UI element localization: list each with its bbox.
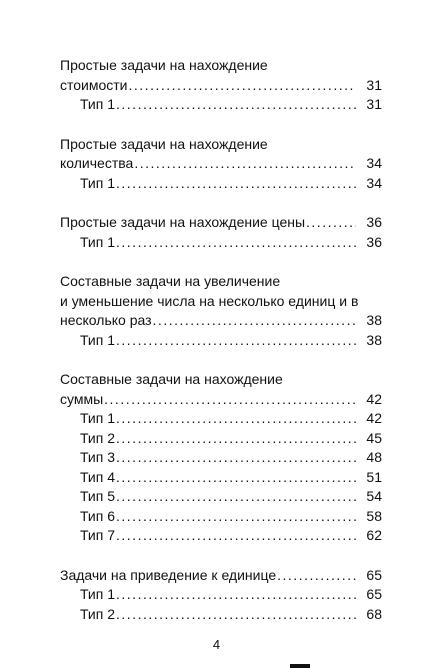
dot-leader: [104, 390, 356, 410]
subentry-page: 68: [366, 605, 382, 622]
dot-leader: [116, 409, 356, 429]
page-edge-mark: [290, 664, 310, 668]
dot-leader: [116, 233, 356, 253]
toc-subentry: [60, 95, 382, 115]
subentry-label: Тип 3: [80, 449, 116, 465]
section-heading-line: Составные задачи на увеличение: [60, 273, 281, 289]
subentry-page: 45: [366, 429, 382, 446]
subentry-page: 58: [366, 507, 382, 524]
subentry-page: 48: [366, 449, 382, 465]
toc-subentry: [60, 468, 382, 488]
subentry-label: Тип 1: [80, 586, 116, 602]
subentry-label: Тип 1: [80, 410, 116, 426]
subentry-label: Тип 1: [80, 233, 116, 250]
entry-page: 36: [366, 214, 382, 230]
toc-subentry: [60, 448, 382, 468]
entry-title: Задачи на приведение к единице: [60, 566, 277, 583]
page-number: 4: [212, 637, 221, 652]
toc-section: [60, 135, 382, 194]
subentry-page: 42: [366, 410, 382, 426]
dot-leader: [116, 605, 356, 625]
dot-leader: [116, 585, 356, 605]
toc-subentry: [60, 409, 382, 429]
subentry-page: 62: [366, 527, 382, 543]
subentry-label: Тип 5: [80, 488, 116, 504]
toc-entry: [60, 154, 382, 174]
toc-entry: [60, 76, 382, 96]
subentry-page: 34: [366, 174, 382, 191]
subentry-page: 65: [366, 586, 382, 602]
dot-leader: [116, 448, 356, 468]
subentry-label: Тип 1: [80, 96, 116, 112]
subentry-label: Тип 2: [80, 605, 116, 622]
dot-leader: [153, 311, 356, 331]
toc-section: [60, 56, 382, 115]
dot-leader: [116, 95, 356, 115]
subentry-label: Тип 1: [80, 174, 116, 191]
entry-title: стоимости: [60, 76, 128, 93]
toc-entry: [60, 566, 382, 586]
section-heading-line: Простые задачи на нахождение: [60, 135, 268, 152]
entry-page: 34: [366, 155, 382, 171]
toc-subentry: [60, 487, 382, 507]
entry-page: 65: [366, 566, 382, 583]
toc-subentry: [60, 507, 382, 527]
subentry-label: Тип 4: [80, 468, 116, 485]
toc-entry: [60, 311, 382, 331]
toc-section: [60, 272, 382, 350]
toc-section: [60, 213, 382, 252]
subentry-label: Тип 1: [80, 331, 116, 348]
dot-leader: [116, 507, 356, 527]
subentry-page: 51: [366, 468, 382, 485]
toc-entry: [60, 390, 382, 410]
entry-title: суммы: [60, 390, 104, 407]
toc-section: [60, 566, 382, 625]
dot-leader: [134, 154, 356, 174]
section-heading-line: Простые задачи на нахождение: [60, 57, 268, 73]
dot-leader: [306, 213, 356, 233]
dot-leader: [116, 468, 356, 488]
table-of-contents: [60, 56, 382, 644]
section-heading-line: Составные задачи на нахождение: [60, 371, 283, 387]
subentry-label: Тип 6: [80, 507, 116, 524]
toc-subentry: [60, 429, 382, 449]
dot-leader: [116, 331, 356, 351]
toc-section: [60, 370, 382, 546]
entry-page: 31: [366, 76, 382, 93]
dot-leader: [277, 566, 356, 586]
section-heading-line: и уменьшение числа на несколько единиц и в: [60, 292, 359, 309]
entry-title: несколько раз: [60, 312, 152, 328]
dot-leader: [116, 487, 356, 507]
dot-leader: [116, 174, 356, 194]
subentry-label: Тип 2: [80, 429, 116, 446]
toc-subentry: [60, 605, 382, 625]
subentry-page: 38: [366, 331, 382, 348]
toc-entry: [60, 213, 382, 233]
entry-title: Простые задачи на нахождение цены: [60, 214, 306, 230]
subentry-page: 31: [366, 96, 382, 112]
toc-subentry: [60, 233, 382, 253]
toc-subentry: [60, 585, 382, 605]
toc-subentry: [60, 174, 382, 194]
entry-page: 42: [366, 390, 382, 407]
subentry-page: 36: [366, 233, 382, 250]
dot-leader: [129, 76, 356, 96]
subentry-page: 54: [366, 488, 382, 504]
entry-title: количества: [60, 155, 134, 171]
dot-leader: [116, 526, 356, 546]
toc-subentry: [60, 331, 382, 351]
toc-subentry: [60, 526, 382, 546]
dot-leader: [116, 429, 356, 449]
subentry-label: Тип 7: [80, 527, 116, 543]
entry-page: 38: [366, 312, 382, 328]
